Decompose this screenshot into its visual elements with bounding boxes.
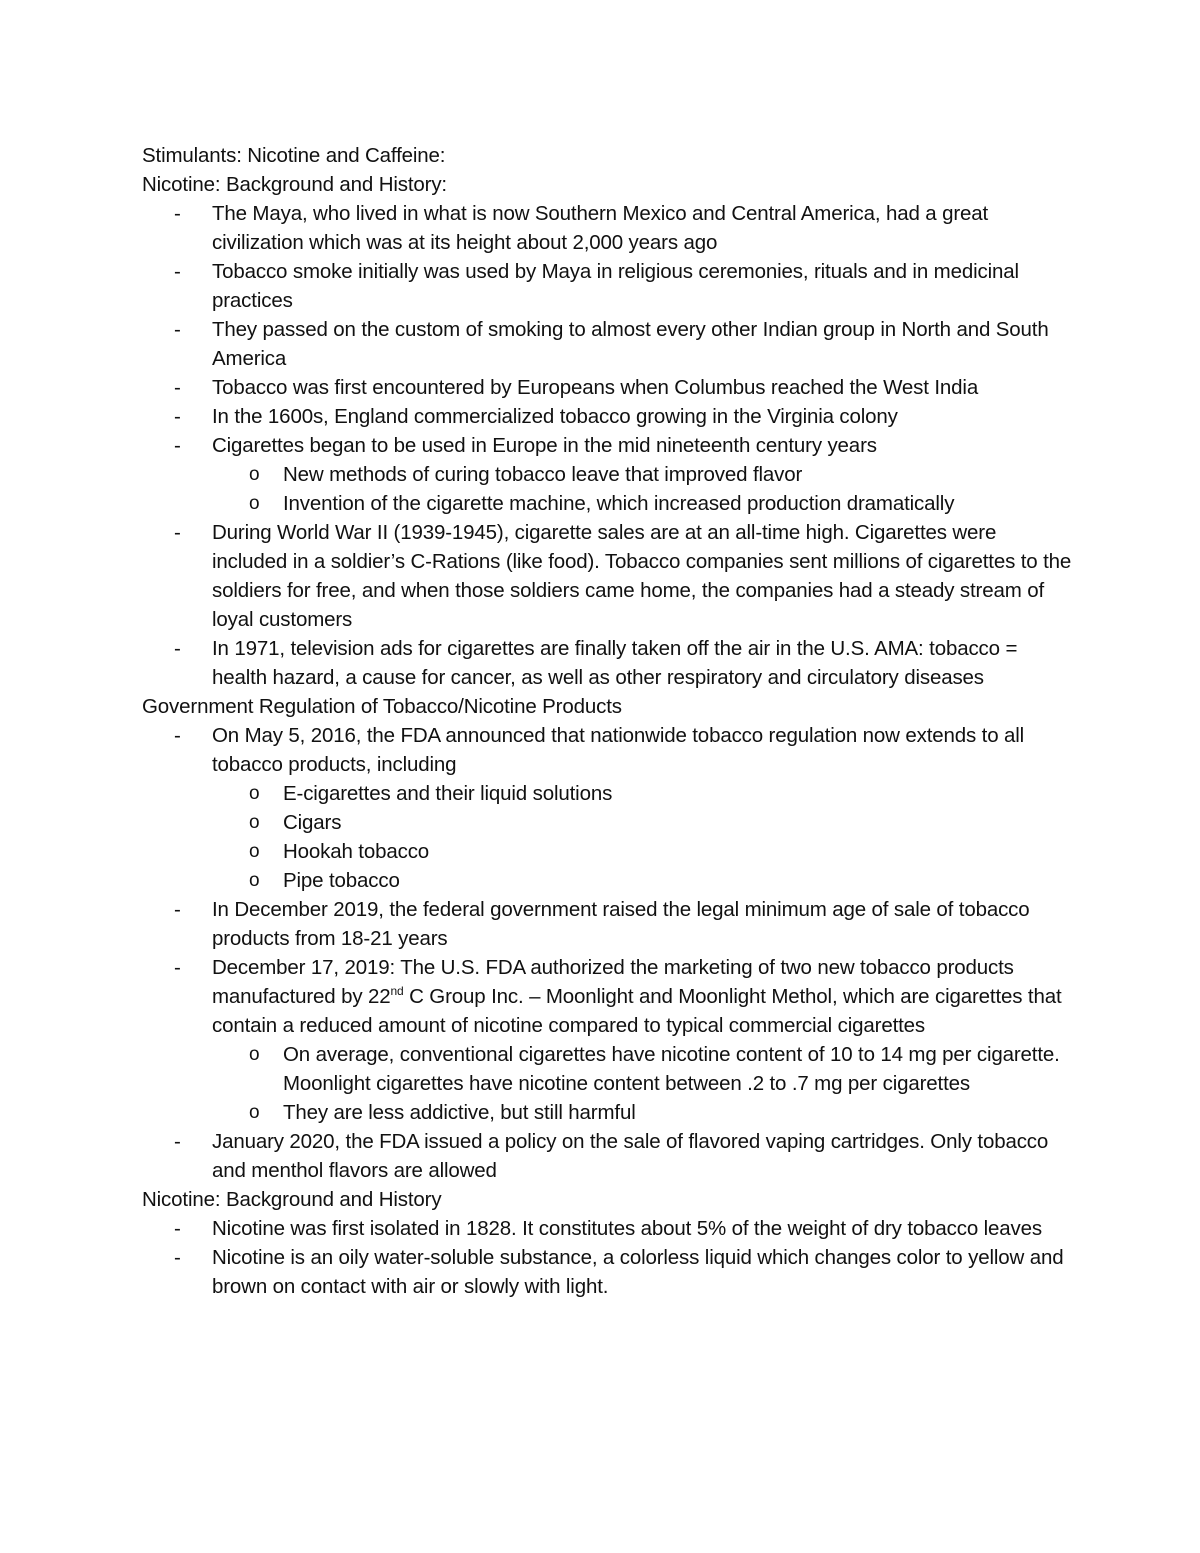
circle-bullet: o [249, 1102, 260, 1123]
circle-bullet: o [249, 870, 260, 891]
dash-bullet: - [174, 1130, 181, 1153]
list-item-text: In 1971, television ads for cigarettes are finally taken off the air in the U.S. AMA: tobacco = health hazard, a cause for cancer, as well as other respiratory and circulatory diseases [212, 637, 1018, 689]
dash-bullet: - [174, 1246, 181, 1269]
dash-bullet: - [174, 724, 181, 747]
circle-bullet: o [249, 783, 260, 804]
list-item [142, 315, 1072, 373]
section-heading-nicotine-background: Nicotine: Background and History [142, 1188, 442, 1211]
sub-list-item-text: Invention of the cigarette machine, which increased production dramatically [283, 492, 955, 515]
list-item [142, 257, 1072, 315]
list-item-text: On May 5, 2016, the FDA announced that nationwide tobacco regulation now extends to all tobacco products, including [212, 724, 1025, 776]
sub-list-item-text: Pipe tobacco [283, 869, 400, 892]
sub-list-item-text: Hookah tobacco [283, 840, 430, 863]
circle-bullet: o [249, 1044, 260, 1065]
list-item-text-end: C Group Inc. – Moonlight and Moonlight Methol, which are cigarettes that contain a reduced amount of nicotine compared to typical commercial cigarettes [212, 985, 1062, 1037]
list-item [142, 373, 1072, 402]
list-item [142, 1127, 1072, 1185]
dash-bullet: - [174, 260, 181, 283]
list-item-text: They passed on the custom of smoking to almost every other Indian group in North and South America [212, 318, 1049, 370]
sub-list-item [142, 837, 1072, 866]
sub-list-item-text: On average, conventional cigarettes have nicotine content of 10 to 14 mg per cigarette. Moonlight cigarettes have nicotine content between .2 to .7 mg per cigarettes [283, 1043, 1060, 1095]
sub-list-item-text: New methods of curing tobacco leave that improved flavor [283, 463, 803, 486]
dash-bullet: - [174, 318, 181, 341]
sub-list-item [142, 489, 1072, 518]
sub-list-item-text: They are less addictive, but still harmful [283, 1101, 636, 1124]
sub-list-item [142, 808, 1072, 837]
dash-bullet: - [174, 1217, 181, 1240]
list-item-text: January 2020, the FDA issued a policy on the sale of flavored vaping cartridges. Only tobacco and menthol flavors are allowed [212, 1130, 1049, 1182]
circle-bullet: o [249, 493, 260, 514]
sub-list-item [142, 460, 1072, 489]
document-title: Stimulants: Nicotine and Caffeine: [142, 144, 446, 167]
list-item-text: Tobacco was first encountered by Europeans when Columbus reached the West India [212, 376, 979, 399]
list-item-text: In the 1600s, England commercialized tobacco growing in the Virginia colony [212, 405, 898, 428]
circle-bullet: o [249, 812, 260, 833]
list-item-text: Nicotine was first isolated in 1828. It constitutes about 5% of the weight of dry tobacco leaves [212, 1217, 1042, 1240]
list-item [142, 721, 1072, 779]
document-body [142, 141, 1072, 1301]
dash-bullet: - [174, 637, 181, 660]
list-item [142, 1243, 1072, 1301]
list-item [142, 634, 1072, 692]
list-item [142, 518, 1072, 634]
list-item-text: During World War II (1939-1945), cigarette sales are at an all-time high. Cigarettes were included in a soldier’s C-Rations (like food). Tobacco companies sent millions of cigarettes to the soldiers for free, and when those soldiers came home, the companies had a steady stream of loyal customers [212, 521, 1072, 631]
dash-bullet: - [174, 434, 181, 457]
list-item-text: Tobacco smoke initially was used by Maya in religious ceremonies, rituals and in medicinal practices [212, 260, 1019, 312]
sub-list-item-text: Cigars [283, 811, 342, 834]
dash-bullet: - [174, 898, 181, 921]
section-heading-government-regulation: Government Regulation of Tobacco/Nicotine Products [142, 695, 622, 718]
sub-list-item [142, 779, 1072, 808]
sub-list-item [142, 1098, 1072, 1127]
list-item-text: Nicotine is an oily water-soluble substance, a colorless liquid which changes color to yellow and brown on contact with air or slowly with light. [212, 1246, 1064, 1298]
sub-list-item [142, 866, 1072, 895]
list-item-text: Cigarettes began to be used in Europe in the mid nineteenth century years [212, 434, 877, 457]
list-item [142, 431, 1072, 460]
dash-bullet: - [174, 521, 181, 544]
dash-bullet: - [174, 202, 181, 225]
dash-bullet: - [174, 405, 181, 428]
list-item-text-start: December 17, 2019: The U.S. FDA authorized the marketing of two new tobacco products manufactured by 22 [212, 956, 1014, 1008]
dash-bullet: - [174, 956, 181, 979]
sub-list-item-text: E-cigarettes and their liquid solutions [283, 782, 613, 805]
section-heading-background-history: Nicotine: Background and History: [142, 173, 447, 196]
circle-bullet: o [249, 464, 260, 485]
list-item [142, 402, 1072, 431]
list-item-text: In December 2019, the federal government raised the legal minimum age of sale of tobacco products from 18-21 years [212, 898, 1030, 950]
list-item [142, 1214, 1072, 1243]
sub-list-item [142, 1040, 1072, 1098]
list-item [142, 953, 1072, 1040]
list-item [142, 199, 1072, 257]
ordinal-suffix: nd [390, 984, 404, 998]
list-item-text: The Maya, who lived in what is now Southern Mexico and Central America, had a great civilization which was at its height about 2,000 years ago [212, 202, 989, 254]
circle-bullet: o [249, 841, 260, 862]
dash-bullet: - [174, 376, 181, 399]
list-item [142, 895, 1072, 953]
